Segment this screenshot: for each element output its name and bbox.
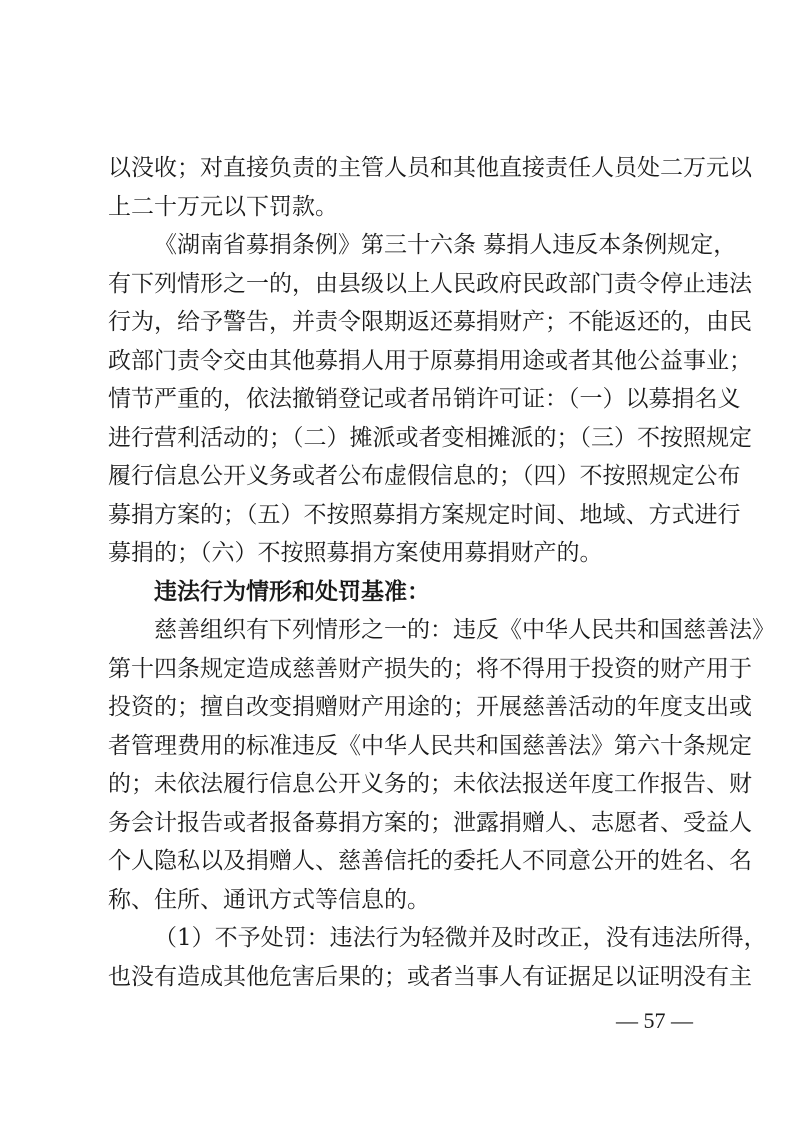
text-line: 以没收；对直接负责的主管人员和其他直接责任人员处二万元以 (108, 155, 752, 181)
page-number: — 57 — (616, 1008, 693, 1033)
text-line: 有下列情形之一的，由县级以上人民政府民政部门责令停止违法 (108, 270, 752, 297)
text-line: 的；未依法履行信息公开义务的；未依法报送年度工作报告、财 (108, 771, 752, 797)
text-line: 履行信息公开义务或者公布虚假信息的；（四）不按照规定公布 (108, 463, 741, 489)
text-line: 第十四条规定造成慈善财产损失的；将不得用于投资的财产用于 (108, 655, 752, 682)
text-line: 也没有造成其他危害后果的；或者当事人有证据足以证明没有主 (108, 963, 752, 990)
text-line: 投资的；擅自改变捐赠财产用途的；开展慈善活动的年度支出或 (108, 694, 752, 720)
text-line: （1）不予处罚：违法行为轻微并及时改正，没有违法所得， (154, 925, 767, 951)
text-line: 政部门责令交由其他募捐人用于原募捐用途或者其他公益事业； (108, 347, 752, 374)
text-line: 行为，给予警告，并责令限期返还募捐财产；不能返还的，由民 (108, 309, 752, 335)
section-heading (108, 573, 702, 612)
text-line: 慈善组织有下列情形之一的：违反《中华人民共和国慈善法》 (154, 617, 775, 643)
paragraph-no-penalty (108, 919, 767, 996)
text-line: 上二十万元以下罚款。 (108, 193, 338, 220)
text-line: 务会计报告或者报备募捐方案的；泄露捐赠人、志愿者、受益人 (108, 809, 752, 836)
document-body (108, 149, 775, 996)
text-line: 者管理费用的标准违反《中华人民共和国慈善法》第六十条规定 (108, 732, 752, 759)
paragraph-continuation (108, 149, 752, 226)
text-line: 情节严重的，依法撤销登记或者吊销许可证：（一）以募捐名义 (108, 386, 741, 412)
paragraph-hunan-regulation (108, 226, 752, 573)
paragraph-charity-violations (108, 611, 775, 919)
text-line: 《湖南省募捐条例》第三十六条 募捐人违反本条例规定， (154, 232, 737, 258)
text-line: 称、住所、通讯方式等信息的。 (108, 886, 430, 913)
text-line: 募捐的；（六）不按照募捐方案使用募捐财产的。 (108, 540, 603, 566)
heading-text: 违法行为情形和处罚基准： (154, 577, 430, 605)
text-line: 个人隐私以及捐赠人、慈善信托的委托人不同意公开的姓名、名 (108, 848, 752, 874)
text-line: 募捐方案的；（五）不按照募捐方案规定时间、地域、方式进行 (108, 501, 741, 528)
text-line: 进行营利活动的；（二）摊派或者变相摊派的；（三）不按照规定 (108, 424, 752, 451)
